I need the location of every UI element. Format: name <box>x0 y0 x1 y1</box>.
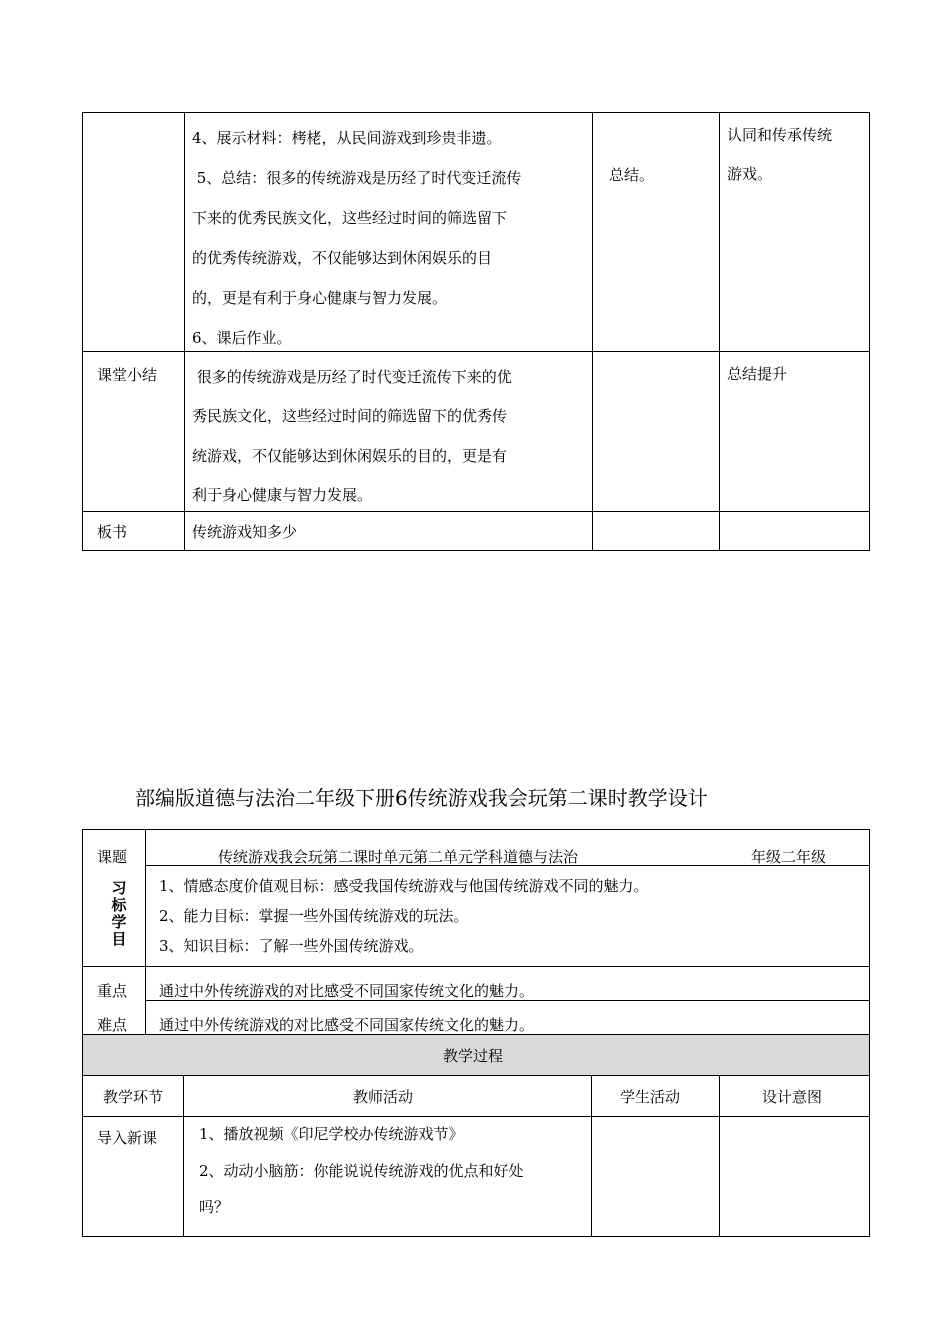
goal-item: 1、情感态度价值观目标：感受我国传统游戏与他国传统游戏不同的魅力。 <box>159 877 649 895</box>
goals-label-char: 目 <box>111 930 127 948</box>
key-point-value: 通过中外传统游戏的对比感受不同国家传统文化的魅力。 <box>159 982 535 1000</box>
teacher-activity-line: 6、课后作业。 <box>192 329 292 347</box>
row-label-summary: 课堂小结 <box>97 366 158 384</box>
intro-teacher-line: 2、动动小脑筋：你能说说传统游戏的优点和好处 <box>199 1162 524 1180</box>
design-intent: 总结提升 <box>727 365 788 383</box>
goals-label-char: 标 <box>111 896 127 914</box>
board-content: 传统游戏知多少 <box>192 523 298 541</box>
col-header-teacher: 教师活动 <box>353 1088 414 1106</box>
summary-line: 利于身心健康与智力发展。 <box>192 486 373 504</box>
summary-line: 秀民族文化，这些经过时间的筛选留下的优秀传 <box>192 407 508 425</box>
topic-label: 课题 <box>97 848 128 866</box>
teacher-activity-line: 5、总结：很多的传统游戏是历经了时代变迁流传 <box>192 169 522 187</box>
col-header-intent: 设计意图 <box>762 1088 823 1106</box>
goals-label-char: 学 <box>111 913 127 931</box>
intro-teacher-line: 1、播放视频《印尼学校办传统游戏节》 <box>199 1125 464 1143</box>
document-title: 部编版道德与法治二年级下册6传统游戏我会玩第二课时教学设计 <box>135 786 708 810</box>
col-header-stage: 教学环节 <box>103 1088 164 1106</box>
goal-item: 2、能力目标：掌握一些外国传统游戏的玩法。 <box>159 907 469 925</box>
goals-label-char: 习 <box>111 879 127 897</box>
teacher-activity-line: 4、展示材料：栲栳，从民间游戏到珍贵非遗。 <box>192 129 502 147</box>
goal-item: 3、知识目标：了解一些外国传统游戏。 <box>159 937 424 955</box>
intro-label: 导入新课 <box>97 1129 158 1147</box>
teacher-activity-line: 下来的优秀民族文化，这些经过时间的筛选留下 <box>192 209 508 227</box>
summary-line: 很多的传统游戏是历经了时代变迁流传下来的优 <box>192 368 512 386</box>
student-activity: 总结。 <box>609 166 655 184</box>
difficulty-value: 通过中外传统游戏的对比感受不同国家传统文化的魅力。 <box>159 1016 535 1034</box>
difficulty-label: 难点 <box>97 1016 128 1034</box>
key-point-label: 重点 <box>97 982 128 1000</box>
row-label-board: 板书 <box>97 523 128 541</box>
topic-value: 传统游戏我会玩第二课时单元第二单元学科道德与法治 <box>218 848 579 866</box>
teacher-activity-line: 的，更是有利于身心健康与智力发展。 <box>192 289 448 307</box>
summary-line: 统游戏，不仅能够达到休闲娱乐的目的，更是有 <box>192 447 508 465</box>
design-intent-line: 游戏。 <box>727 165 773 183</box>
goals-label <box>110 880 128 948</box>
process-header: 教学过程 <box>443 1047 504 1065</box>
design-intent-line: 认同和传承传统 <box>727 126 833 144</box>
grade-value: 年级二年级 <box>751 848 827 866</box>
col-header-student: 学生活动 <box>620 1088 681 1106</box>
intro-teacher-line: 吗？ <box>199 1198 230 1216</box>
teacher-activity-line: 的优秀传统游戏，不仅能够达到休闲娱乐的目 <box>192 249 493 267</box>
